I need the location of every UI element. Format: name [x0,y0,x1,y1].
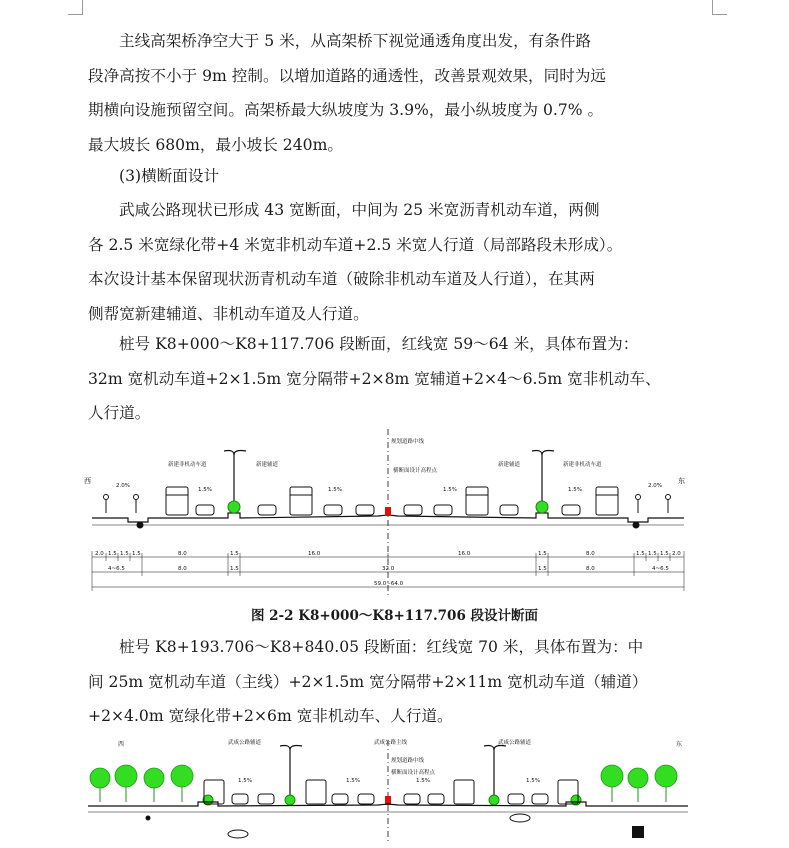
text-line: 侧帮宽新建辅道、非机动车道及人行道。 [88,304,369,323]
paragraph-elevated-bridge [88,24,728,162]
text-line: 最大坡长 680m，最小坡长 240m。 [88,135,343,154]
dimension-label: 1.5 [648,551,657,557]
dimension-label: 1.5 [538,566,547,572]
dimension-label: 4~6.5 [108,566,125,572]
text-line: 期横向设施预留空间。高架桥最大纵坡度为 3.9%，最小纵坡度为 0.7% 。 [88,101,604,119]
dimension-label: 8.0 [178,551,187,557]
text-line: 武咸公路现状已形成 43 宽断面，中间为 25 米宽沥青机动车道，两侧 [119,201,600,219]
east-label: 东 [678,477,685,485]
right-aux-label: 武咸公路辅道 [498,740,532,746]
dimension-label: 16.0 [308,551,321,557]
slope-label: 1.5% [568,487,582,493]
slope-label: 1.5% [198,487,212,493]
cross-section-figure-1 [78,425,698,604]
left-aux-label: 武咸公路辅道 [228,740,262,746]
page-corner-mark-right [712,0,727,15]
dimension-label: 32.0 [382,566,395,572]
slope-label: 2.0% [116,483,130,489]
dimension-label: 1.5 [120,551,129,557]
paragraph-existing-road [88,193,728,331]
dimension-label: 1.5 [132,551,141,557]
slope-label: 1.5% [238,778,252,784]
text-line: 桩号 K8+193.706～K8+840.05 段断面：红线宽 70 米，具体布置为：中 [119,638,644,656]
west-label: 西 [84,477,91,485]
page-corner-mark-left [68,0,83,15]
slope-label: 1.5% [526,778,540,784]
heading-text: (3)横断面设计 [119,167,220,185]
west-label: 西 [118,741,125,748]
section-heading [88,159,728,194]
slope-label: 1.5% [416,778,430,784]
text-line: 各 2.5 米宽绿化带+4 米宽非机动车道+2.5 米宽人行道（局部路段未形成）。 [88,235,623,254]
dimension-label: 8.0 [178,566,187,572]
left-nonmotor-label: 新建非机动车道 [168,462,207,468]
dimension-label: 2.0 [672,551,681,557]
cross-section-figure-2 [78,738,698,848]
design-point-label: 横断面设计高程点 [393,468,438,474]
left-aux-label: 新建辅道 [256,462,279,468]
centerline-label: 规划道路中线 [391,439,425,445]
text-line: 桩号 K8+000～K8+117.706 段断面，红线宽 59～64 米，具体布置为： [119,335,639,353]
dimension-label: 8.0 [586,566,595,572]
text-line: 人行道。 [88,404,151,422]
text-line: +2×4.0m 宽绿化带+2×6m 宽非机动车、人行道。 [88,707,453,725]
slope-label: 2.0% [648,483,662,489]
paragraph-section-k8000 [88,327,728,431]
dimension-label: 2.0 [95,551,104,557]
paragraph-section-k8193 [88,630,728,734]
text-line: 主线高架桥净空大于 5 米，从高架桥下视觉通透角度出发，有条件路 [119,32,592,50]
figure-caption: 图 2-2 K8+000～K8+117.706 段设计断面 [250,608,539,624]
text-line: 间 25m 宽机动车道（主线）+2×1.5m 宽分隔带+2×11m 宽机动车道（辅道） [88,672,648,691]
dimension-label: 16.0 [458,551,471,557]
right-nonmotor-label: 新建非机动车道 [563,462,602,468]
dimension-label: 1.5 [636,551,645,557]
dimension-label: 1.5 [538,551,547,557]
slope-label: 1.5% [346,778,360,784]
dimension-label: 1.5 [230,551,239,557]
slope-label: 1.5% [328,487,342,493]
dimension-label: 8.0 [586,551,595,557]
total-width-label: 59.0~64.0 [374,581,404,587]
text-line: 本次设计基本保留现状沥青机动车道（破除非机动车道及人行道），在其两 [88,270,595,288]
dimension-label: 1.5 [660,551,669,557]
east-label: 东 [676,741,683,748]
right-aux-label: 新建辅道 [498,462,521,468]
text-line: 32m 宽机动车道+2×1.5m 宽分隔带+2×8m 宽辅道+2×4～6.5m 宽非机动车、 [88,369,661,388]
slope-label: 1.5% [443,487,457,493]
design-point-label: 横断面设计高程点 [391,770,436,776]
dimension-label: 1.5 [230,566,239,572]
dimension-label: 4~6.5 [652,566,669,572]
main-line-label: 武咸公路主线 [374,740,408,746]
dimension-label: 1.5 [108,551,117,557]
centerline-label: 规划道路中线 [391,758,425,764]
text-line: 段净高按不小于 9m 控制。以增加道路的通透性，改善景观效果，同时为远 [88,66,607,85]
